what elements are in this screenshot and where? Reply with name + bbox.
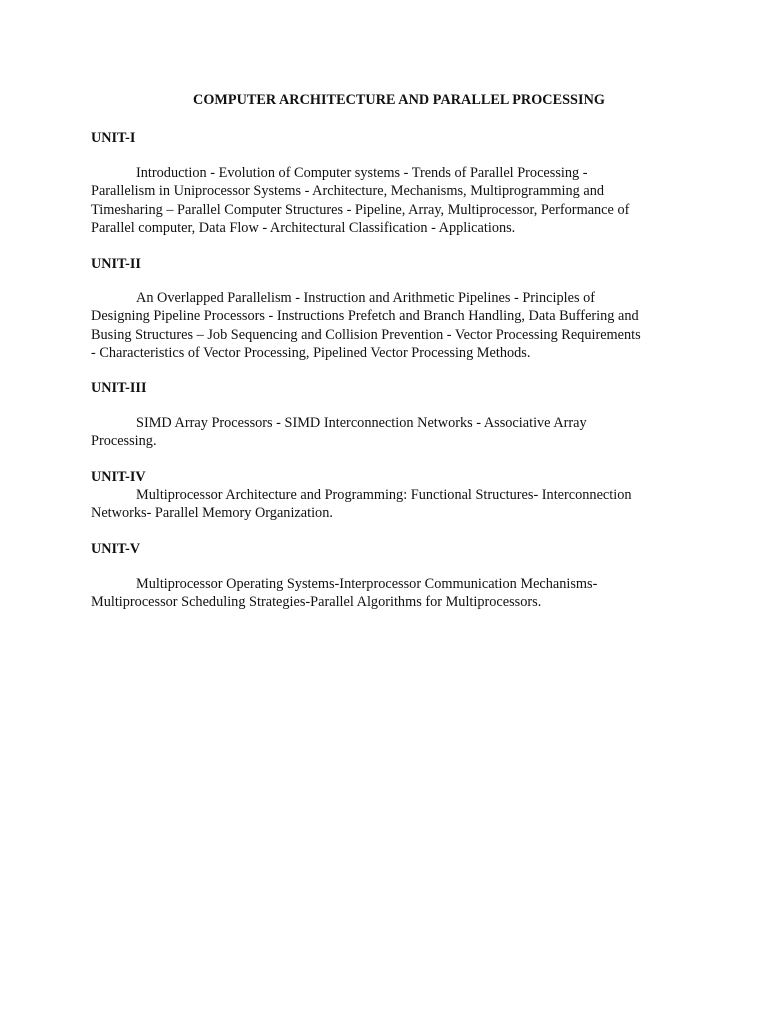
page-title: COMPUTER ARCHITECTURE AND PARALLEL PROCESSING (193, 92, 605, 108)
unit-5-heading: UNIT-V (91, 541, 141, 557)
unit-4-line-1: Multiprocessor Architecture and Programming: Functional Structures- Interconnection (136, 487, 632, 503)
unit-1-heading: UNIT-I (91, 130, 136, 146)
unit-3-heading: UNIT-III (91, 380, 147, 396)
unit-5-body (91, 575, 681, 612)
unit-2-line-4: - Characteristics of Vector Processing, Pipelined Vector Processing Methods. (91, 345, 531, 362)
unit-4-body (91, 486, 681, 523)
unit-1-line-1: Introduction - Evolution of Computer systems - Trends of Parallel Processing - (136, 165, 588, 181)
unit-5-line-2: Multiprocessor Scheduling Strategies-Parallel Algorithms for Multiprocessors. (91, 594, 542, 611)
unit-2-line-2: Designing Pipeline Processors - Instructions Prefetch and Branch Handling, Data Buffering and (91, 308, 639, 325)
unit-3-line-1: SIMD Array Processors - SIMD Interconnection Networks - Associative Array (136, 415, 587, 431)
unit-1-line-3: Timesharing – Parallel Computer Structures - Pipeline, Array, Multiprocessor, Performance of (91, 201, 630, 218)
unit-3-body (91, 414, 681, 451)
unit-3-line-2: Processing. (91, 433, 157, 450)
unit-1-line-2: Parallelism in Uniprocessor Systems - Architecture, Mechanisms, Multiprogramming and (91, 183, 605, 200)
unit-4-heading: UNIT-IV (91, 469, 146, 485)
unit-1-body (91, 164, 681, 238)
unit-5-line-1: Multiprocessor Operating Systems-Interprocessor Communication Mechanisms- (136, 576, 598, 592)
unit-2-heading: UNIT-II (91, 256, 141, 272)
unit-1-line-4: Parallel computer, Data Flow - Architectural Classification - Applications. (91, 220, 516, 237)
unit-2-body (91, 289, 681, 363)
unit-2-line-1: An Overlapped Parallelism - Instruction and Arithmetic Pipelines - Principles of (136, 290, 595, 306)
unit-4-line-2: Networks- Parallel Memory Organization. (91, 505, 333, 522)
unit-2-line-3: Busing Structures – Job Sequencing and Collision Prevention - Vector Processing Requirements (91, 326, 641, 343)
